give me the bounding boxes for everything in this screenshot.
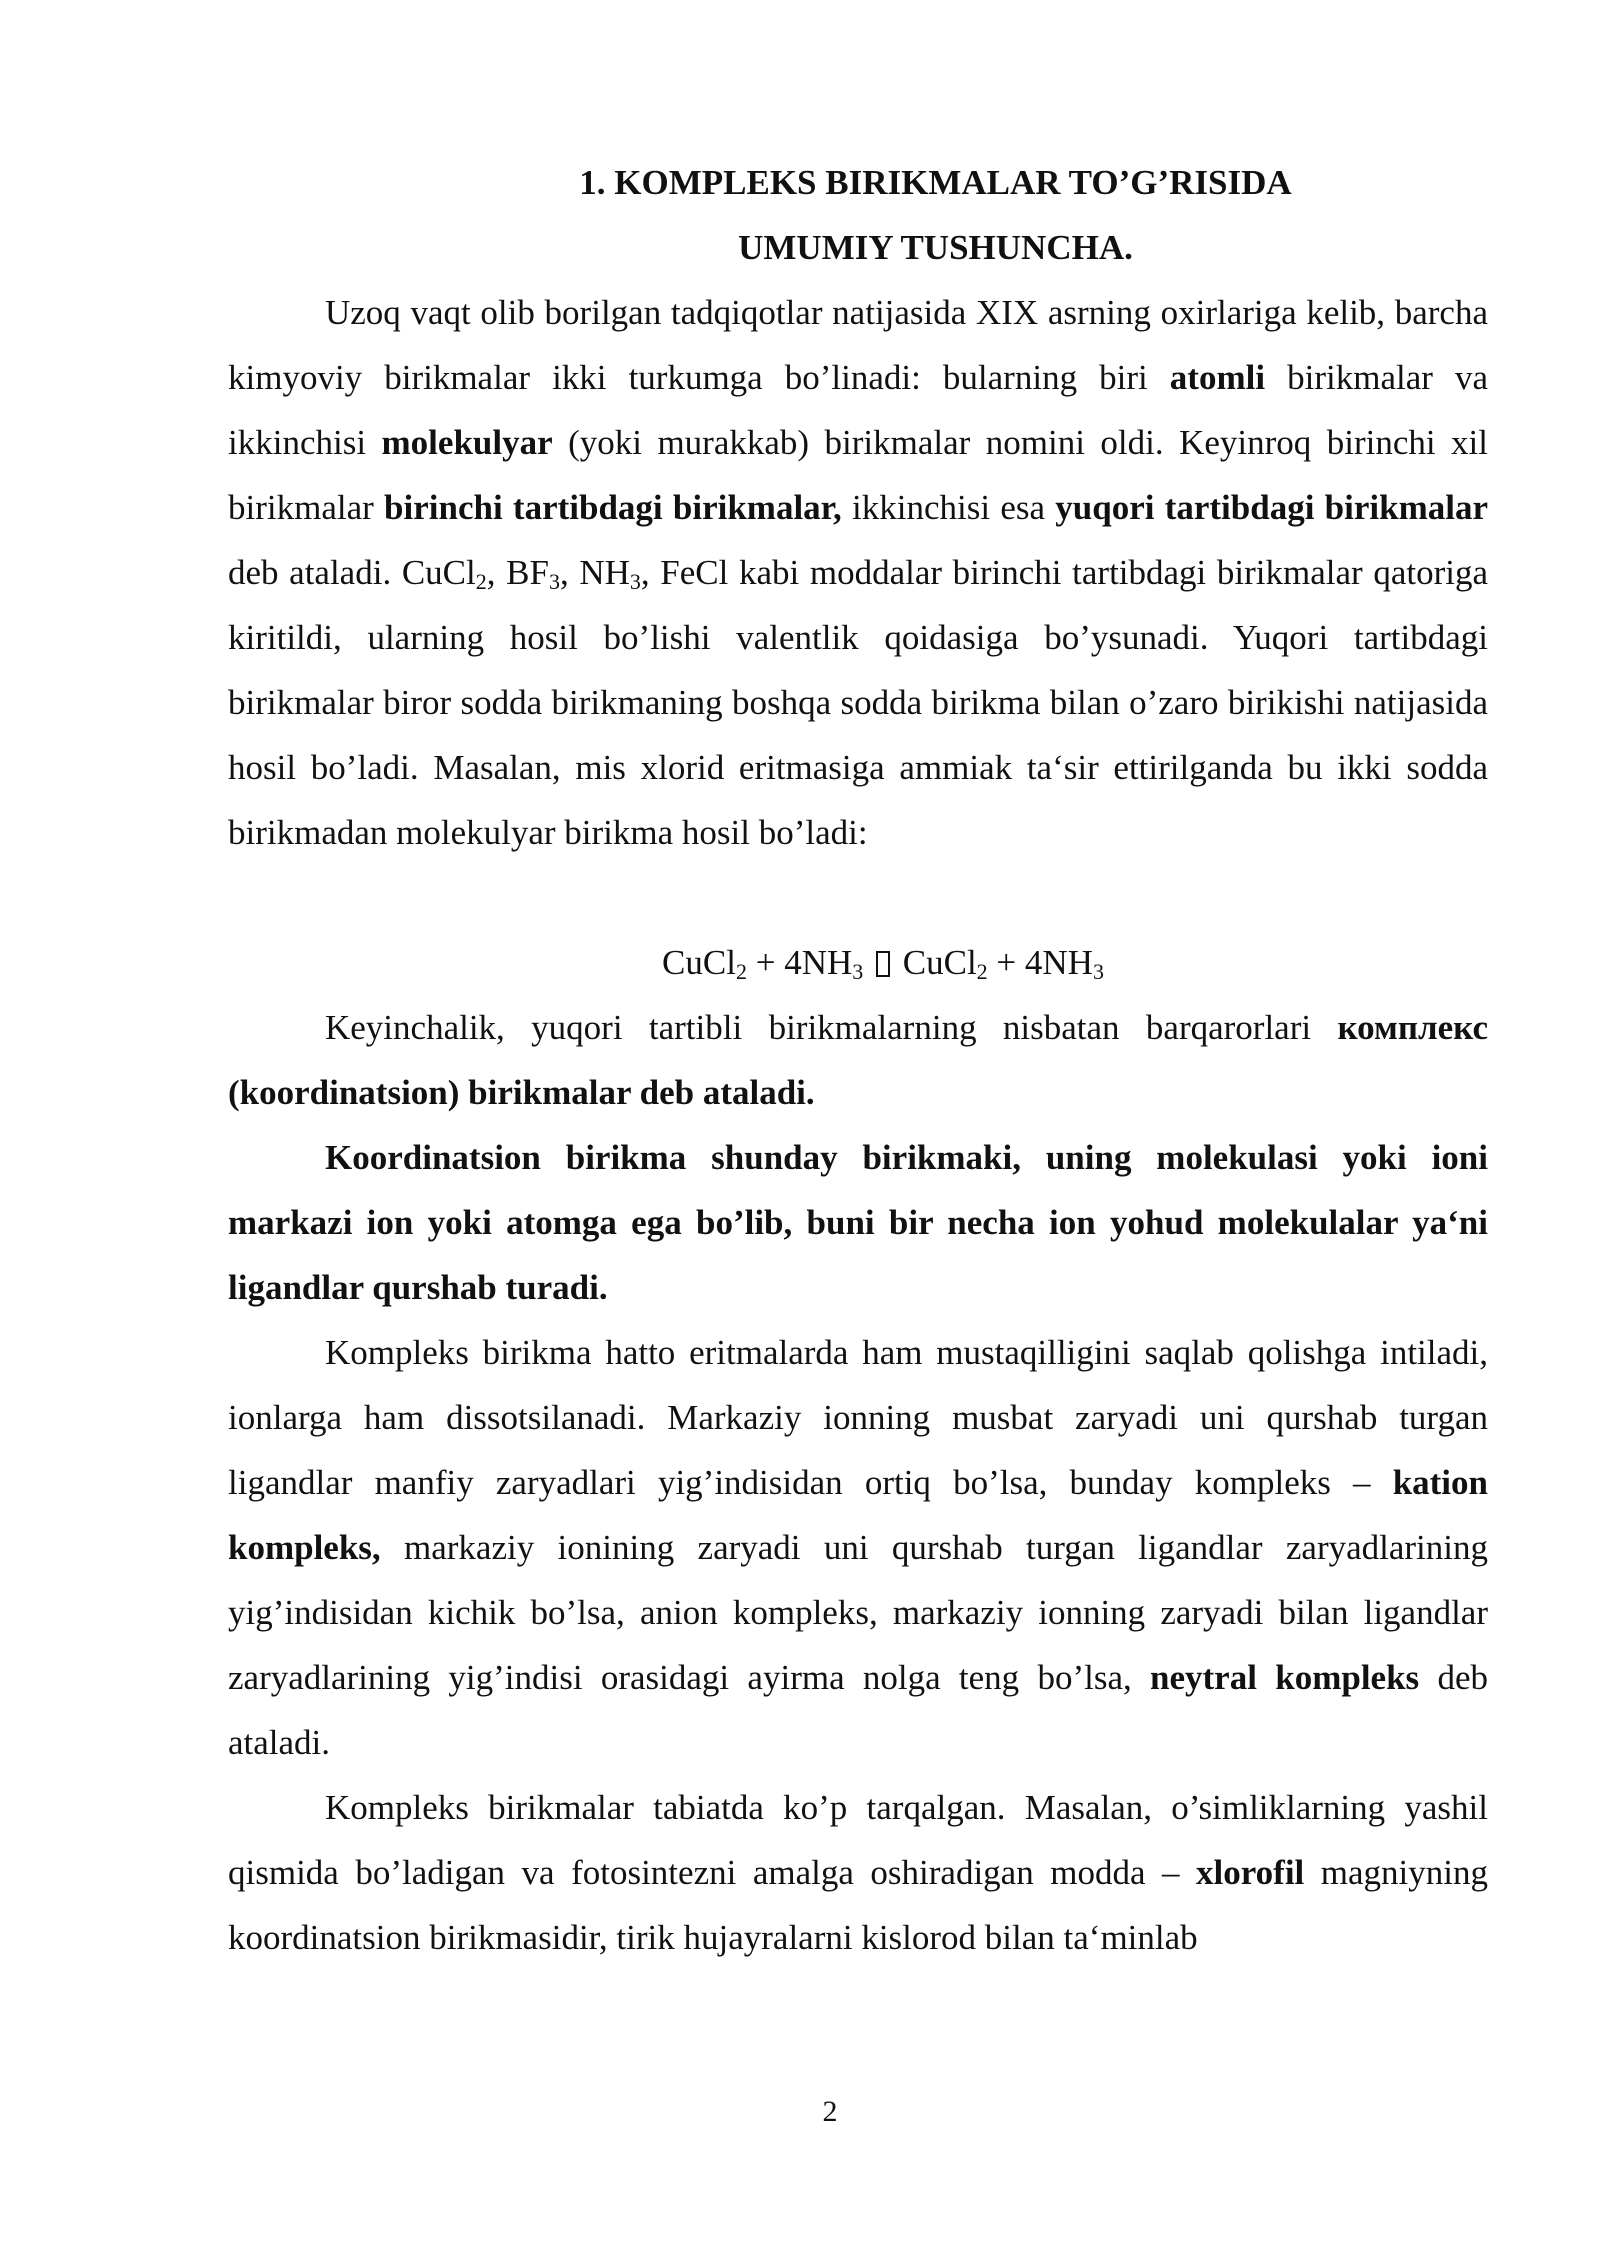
text-run: markaziy ionining zaryadi uni qurshab turgan ligandlar zaryadlarining yig’indisidan kichik bo’lsa, anion kompleks, markaziy ionning zaryadi bilan ligandlar zaryadlarining yig’indisi orasidagi ayirma nolga teng bo’lsa, [228,1528,1488,1697]
paragraph-coordination-definition [228,1125,1488,1320]
subscript: 3 [852,959,864,984]
text-run: Kompleks birikma hatto eritmalarda ham mustaqilligini saqlab qolishga intiladi, ionlarga ham dissotsilanadi. Markaziy ionning musbat zaryadi uni qurshab turgan ligandlar manfiy zaryadlari yig’indisidan ortiq bo’lsa, bunday kompleks – [228,1333,1488,1502]
eq-reactant-1: CuCl [662,943,736,982]
paragraph-complex-definition [228,995,1488,1125]
text-run: Keyinchalik, yuqori tartibli birikmalarning nisbatan barqarorlari [325,1008,1338,1047]
text-run: Uzoq vaqt olib borilgan tadqiqotlar natijasida XIX asrning oxirlariga kelib, barcha kimyoviy birikmalar ikki turkumga bo’linadi: bularning biri [228,293,1488,397]
bold-term-kation-kompleks: kation kompleks, [228,1463,1488,1567]
eq-reactant-2: + 4NH [746,943,853,982]
eq-product-1: CuCl [902,943,977,982]
text-run: ikkinchisi esa [841,488,1056,527]
missing-glyph-arrow-icon [876,951,890,977]
subscript: 3 [1092,959,1104,984]
bold-term-yuqori-tartibdagi: yuqori tartibdagi birikmalar [1055,488,1489,527]
eq-product-2: + 4NH [987,943,1093,982]
text-run: , FeCl kabi moddalar birinchi tartibdagi birikmalar qatoriga kiritildi, ularning hosil bo’lishi valentlik qoidasiga bo’ysunadi. Yuqori tartibdagi birikmalar biror sodda birikmaning boshqa sodda birikma bilan o’zaro birikishi natijasida hosil bo’ladi. Masalan, mis xlorid eritmasiga ammiak ta‘sir ettirilganda bu ikki sodda birikmadan molekulyar birikma hosil bo’ladi: [228,553,1488,852]
subscript: 2 [735,959,747,984]
paragraph-intro [228,280,1488,865]
bold-term-kompleks: комплекс (koordinatsion) birikmalar deb ataladi. [228,1008,1488,1112]
page-number: 2 [822,2095,838,2128]
bold-term-xlorofil: xlorofil [1196,1853,1305,1892]
text-run: deb ataladi. CuCl [228,553,476,592]
text-run: , BF [486,553,549,592]
subscript: 2 [475,569,487,594]
bold-term-birinchi-tartibdagi: birinchi tartibdagi birikmalar, [384,488,842,527]
text-run: , NH [559,553,630,592]
paragraph-complex-types [228,1320,1488,1775]
text-run: deb ataladi. [228,1658,1488,1762]
chemical-equation [228,930,1488,995]
section-title-line-2: UMUMIY TUSHUNCHA. [738,228,1133,267]
subscript: 3 [629,569,641,594]
text-run: (yoki murakkab) birikmalar nomini oldi. Keyinroq birinchi xil birikmalar [228,423,1488,527]
text-run: birikmalar va ikkinchisi [228,358,1488,462]
text-run: Kompleks birikmalar tabiatda ko’p tarqalgan. Masalan, o’simliklarning yashil qismida bo’ladigan va fotosintezni amalga oshiradigan modda – [228,1788,1488,1892]
bold-definition: Koordinatsion birikma shunday birikmaki, uning molekulasi yoki ioni markazi ion yoki atomga ega bo’lib, buni bir necha ion yohud molekulalar ya‘ni ligandlar qurshab turadi. [228,1138,1488,1307]
section-title-line-1: 1. KOMPLEKS BIRIKMALAR TO’G’RISIDA [579,163,1292,202]
bold-term-neytral-kompleks: neytral kompleks [1150,1658,1420,1697]
bold-term-molekulyar: molekulyar [381,423,553,462]
subscript: 2 [976,959,988,984]
subscript: 3 [548,569,560,594]
paragraph-nature [228,1775,1488,1970]
document-body [228,150,1488,1970]
bold-term-atomli: atomli [1169,358,1266,397]
text-run: magniyning koordinatsion birikmasidir, tirik hujayralarni kislorod bilan ta‘minlab [228,1853,1488,1957]
